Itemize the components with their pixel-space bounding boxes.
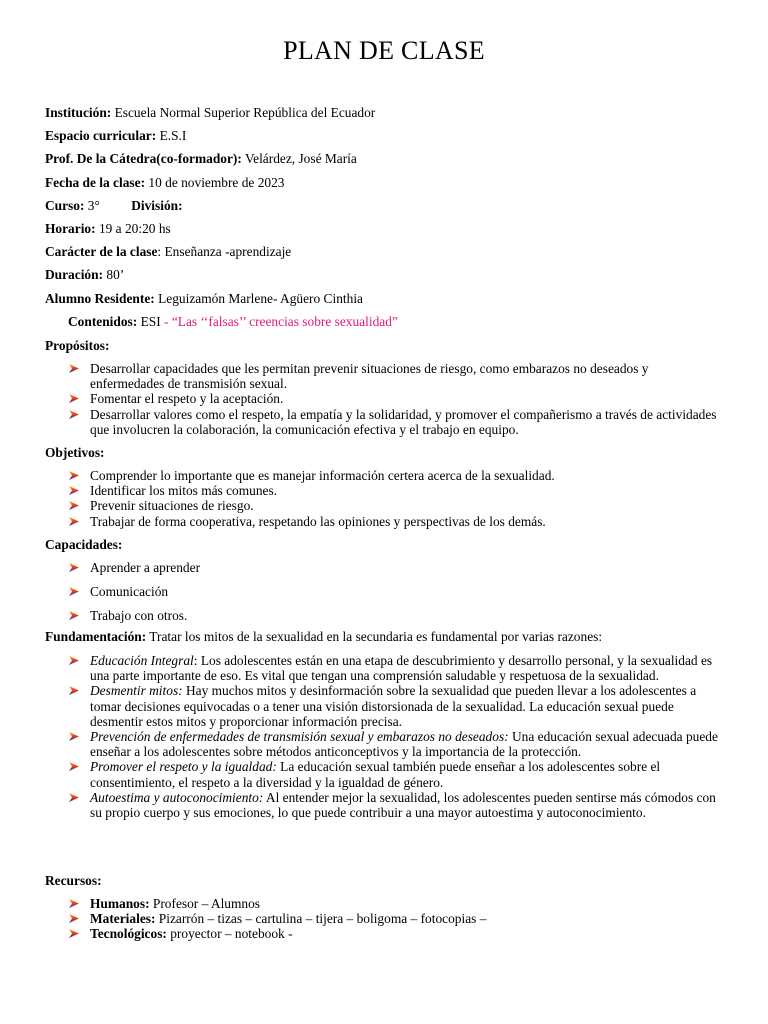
- field-contenidos: [68, 314, 398, 330]
- field-value: 19 a 20:20 hs: [98, 221, 171, 236]
- field-value: Escuela Normal Superior República del Ecuador: [114, 105, 376, 120]
- arrow-bullet-icon: [68, 731, 80, 742]
- list-item: Materiales: Pizarrón – tizas – cartulina – tijera – boligoma – fotocopias –: [68, 911, 720, 926]
- arrow-bullet-icon: [68, 500, 80, 511]
- division-label: División:: [131, 198, 183, 213]
- propositos-list: [68, 361, 720, 437]
- field-label: Espacio curricular:: [45, 128, 157, 143]
- field-profesor: [45, 151, 357, 167]
- field-value: Velárdez, José María: [244, 151, 357, 166]
- contenidos-highlight: - “Las ‘‘falsas’’ creencias sobre sexualidad”: [164, 314, 398, 329]
- arrow-bullet-icon: [68, 516, 80, 527]
- list-item: Aprender a aprender: [68, 560, 720, 575]
- field-horario: [45, 221, 171, 237]
- field-curso: [45, 198, 183, 214]
- arrow-bullet-icon: [68, 562, 80, 573]
- list-item: Desarrollar capacidades que les permitan prevenir situaciones de riesgo, como embarazos no deseados y enfermedades de transmisión sexual.: [68, 361, 720, 391]
- list-item: Prevenir situaciones de riesgo.: [68, 498, 720, 513]
- list-item: Identificar los mitos más comunes.: [68, 483, 720, 498]
- field-value: 3°: [87, 198, 100, 213]
- field-institucion: [45, 105, 375, 121]
- field-fecha: [45, 175, 285, 191]
- field-value: 80’: [106, 267, 125, 282]
- arrow-bullet-icon: [68, 470, 80, 481]
- list-item: Autoestima y autoconocimiento: Al entender mejor la sexualidad, los adolescentes pueden sentirse más cómodos con su propio cuerpo y sus emociones, lo que puede contribuir a una mayor autoestima y autoconocimiento.: [68, 790, 720, 820]
- list-item: Comunicación: [68, 584, 720, 599]
- field-label: Contenidos:: [68, 314, 138, 329]
- arrow-bullet-icon: [68, 610, 80, 621]
- field-value: ESI: [140, 314, 161, 329]
- field-value: Leguizamón Marlene- Agüero Cinthia: [158, 291, 363, 306]
- field-label: Prof. De la Cátedra(co-formador):: [45, 151, 242, 166]
- arrow-bullet-icon: [68, 685, 80, 696]
- arrow-bullet-icon: [68, 792, 80, 803]
- field-label: Horario:: [45, 221, 96, 236]
- section-recursos-heading: Recursos:: [45, 873, 102, 888]
- arrow-bullet-icon: [68, 393, 80, 404]
- field-label: Duración:: [45, 267, 104, 282]
- list-item: Tecnológicos: proyector – notebook -: [68, 926, 720, 941]
- field-label: Carácter de la clase: [45, 244, 158, 259]
- section-propositos-heading: Propósitos:: [45, 338, 110, 353]
- recursos-list: [68, 896, 720, 942]
- list-item: Desmentir mitos: Hay muchos mitos y desinformación sobre la sexualidad que pueden llevar a los adolescentes a tomar decisiones equivocadas o a tener una visión distorsionada de la sexualidad. La educación sexual puede desmentir estos mitos y proporcionar información precisa.: [68, 683, 720, 729]
- page-title: PLAN DE CLASE: [283, 36, 485, 65]
- field-value: : Enseñanza -aprendizaje: [157, 244, 292, 259]
- field-alumno: [45, 291, 363, 307]
- field-espacio-curricular: [45, 128, 186, 144]
- section-objetivos-heading: Objetivos:: [45, 445, 105, 460]
- list-item: Educación Integral: Los adolescentes están en una etapa de descubrimiento y desarrollo personal, y la sexualidad es una parte importante de eso. Es vital que tengan una comprensión saludable y respetuosa de la sexualidad.: [68, 653, 720, 683]
- list-item: Desarrollar valores como el respeto, la empatía y la solidaridad, y promover el compañerismo a través de actividades que involucren la colaboración, la comunicación efectiva y el trabajo en equipo.: [68, 407, 720, 437]
- field-value: 10 de noviembre de 2023: [148, 175, 285, 190]
- arrow-bullet-icon: [68, 655, 80, 666]
- field-label: Alumno Residente:: [45, 291, 155, 306]
- arrow-bullet-icon: [68, 586, 80, 597]
- field-value: E.S.I: [159, 128, 187, 143]
- field-duracion: [45, 267, 124, 283]
- list-item: Prevención de enfermedades de transmisión sexual y embarazos no deseados: Una educación sexual adecuada puede enseñar a los adolescentes sobre métodos anticonceptivos y la importancia de la protección.: [68, 729, 720, 759]
- section-capacidades-heading: Capacidades:: [45, 537, 123, 552]
- capacidades-list: [68, 560, 720, 632]
- arrow-bullet-icon: [68, 363, 80, 374]
- arrow-bullet-icon: [68, 761, 80, 772]
- field-caracter: [45, 244, 291, 260]
- objetivos-list: [68, 468, 720, 529]
- arrow-bullet-icon: [68, 409, 80, 420]
- section-fundamentacion-heading: Fundamentación:: [45, 629, 147, 644]
- fundamentacion-intro: Tratar los mitos de la sexualidad en la secundaria es fundamental por varias razones:: [149, 629, 603, 644]
- arrow-bullet-icon: [68, 928, 80, 939]
- list-item: Trabajo con otros.: [68, 608, 720, 623]
- field-label: Institución:: [45, 105, 112, 120]
- arrow-bullet-icon: [68, 485, 80, 496]
- fundamentacion-list: [68, 653, 720, 820]
- field-label: Curso:: [45, 198, 85, 213]
- list-item: Comprender lo importante que es manejar información certera acerca de la sexualidad.: [68, 468, 720, 483]
- arrow-bullet-icon: [68, 913, 80, 924]
- field-label: Fecha de la clase:: [45, 175, 146, 190]
- arrow-bullet-icon: [68, 898, 80, 909]
- section-fundamentacion: [45, 629, 602, 645]
- list-item: Promover el respeto y la igualdad: La educación sexual también puede enseñar a los adolescentes sobre el consentimiento, el respeto a la diversidad y la igualdad de género.: [68, 759, 720, 789]
- list-item: Fomentar el respeto y la aceptación.: [68, 391, 720, 406]
- list-item: Trabajar de forma cooperativa, respetando las opiniones y perspectivas de los demás.: [68, 514, 720, 529]
- list-item: Humanos: Profesor – Alumnos: [68, 896, 720, 911]
